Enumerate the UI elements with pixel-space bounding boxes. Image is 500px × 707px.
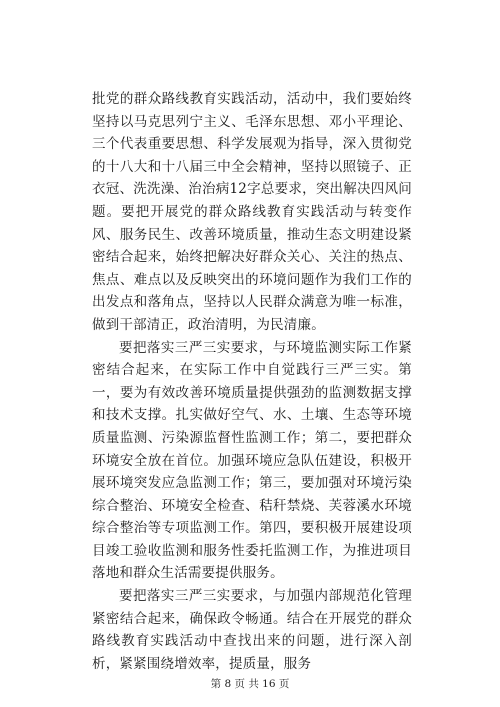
page-footer: 第 8 页 共 16 页 [210,678,290,690]
document-body [92,88,412,675]
paragraph-1: 批党的群众路线教育实践活动，活动中，我们要始终坚持以马克思列宁主义、毛泽东思想、邓小平理论、三个代表重要思想、科学发展观为指导，深入贯彻党的十八大和十八届三中全会精神，坚持以照镜子、正衣冠、洗洗澡、治治病12字总要求，突出解决四风问题。要把开展党的群众路线教育实践活动与转变作风、服务民生、改善环境质量，推动生态文明建设紧密结合起来，始终把解决好群众关心、关注的热点、焦点、难点以及反映突出的环境问题作为我们工作的出发点和落角点，坚持以人民群众满意为唯一标准，做到干部清正，政治清明，为民清廉。 [92,91,412,333]
paragraph-2: 要把落实三严三实要求，与环境监测实际工作紧密结合起来，在实际工作中自觉践行三严三实。第一，要为有效改善环境质量提供强劲的监测数据支撑和技术支撑。扎实做好空气、水、土壤、生态等环境质量监测、污染源监督性监测工作；第二，要把群众环境安全放在首位。加强环境应急队伍建设，积极开展环境突发应急监测工作；第三，要加强对环境污染综合整治、环境安全检查、秸秆禁烧、芙蓉溪水环境综合整治等专项监测工作。第四，要积极开展建设项目竣工验收监测和服务性委托监测工作，为推进项目落地和群众生活需要提供服务。 [92,339,412,582]
paragraph-3: 要把落实三严三实要求，与加强内部规范化管理紧密结合起来，确保政令畅通。结合在开展党的群众路线教育实践活动中查找出来的问题，进行深入剖析，紧紧围绕增效率，提质量，服务 [92,588,412,672]
